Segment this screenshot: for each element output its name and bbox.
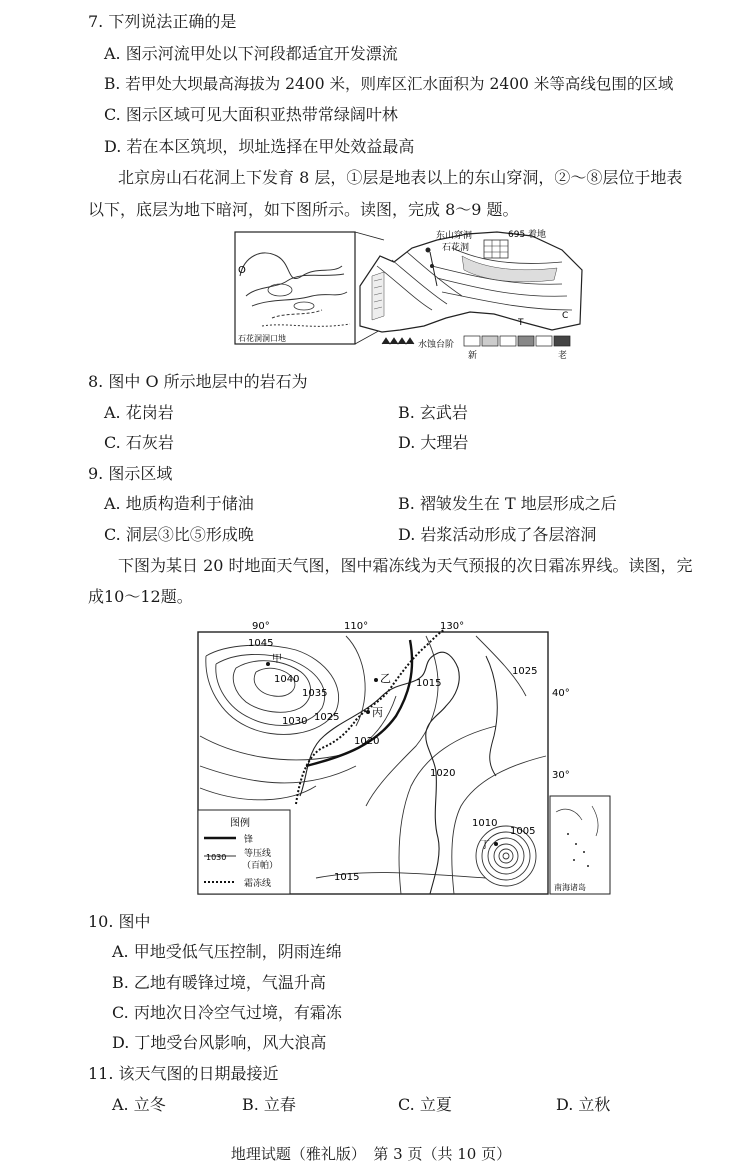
q11-option-b: B. 立春 xyxy=(242,1095,296,1114)
page-footer: 地理试题（雅礼版） 第 3 页（共 10 页） xyxy=(230,1145,512,1163)
q10-option-d: D. 丁地受台风影响，风大浪高 xyxy=(112,1033,327,1052)
q8-option-c: C. 石灰岩 xyxy=(104,433,174,452)
q7-option-c: C. 图示区域可见大面积亚热带常绿阔叶林 xyxy=(104,105,398,124)
label-dongshan: 东山穿洞 xyxy=(436,231,473,241)
isobar-1015b: 1015 xyxy=(334,872,360,883)
q8-stem: 8. 图中 O 所示地层中的岩石为 xyxy=(88,372,308,391)
cross-section-outline xyxy=(360,232,582,332)
legend-isobar-2: （百帕） xyxy=(242,861,279,871)
isobar-1045: 1045 xyxy=(248,638,274,649)
label-water: 水蚀台阶 xyxy=(418,340,455,350)
lon-110: 110° xyxy=(344,621,369,632)
place-jia: 甲 xyxy=(272,654,282,665)
q10-option-b: B. 乙地有暖锋过境，气温升高 xyxy=(112,973,326,992)
q7-option-b: B. 若甲处大坝最高海拔为 2400 米，则库区汇水面积为 2400 米等高线包围的区域 xyxy=(104,75,674,93)
q7-option-a: A. 图示河流甲处以下河段都适宜开发漂流 xyxy=(104,44,398,63)
q7-stem: 7. 下列说法正确的是 xyxy=(88,12,237,31)
legend-frost: 霜冻线 xyxy=(244,879,272,889)
legend-old: 老 xyxy=(558,351,568,361)
q11-stem: 11. 该天气图的日期最接近 xyxy=(88,1064,279,1083)
legend-isobar-1: 等压线 xyxy=(244,849,272,859)
legend-new: 新 xyxy=(468,351,478,361)
q9-option-a: A. 地质构造利于储油 xyxy=(104,494,254,513)
passage1-line1: 北京房山石花洞上下发育 8 层，①层是地表以上的东山穿洞，②～⑧层位于地表 xyxy=(118,168,683,187)
q8-option-b: B. 玄武岩 xyxy=(398,403,468,422)
lon-130: 130° xyxy=(440,621,465,632)
isobar-1010: 1010 xyxy=(472,818,498,829)
isobar-1005: 1005 xyxy=(510,826,536,837)
label-summit: 695 着地 xyxy=(508,230,547,240)
label-shihua: 石花洞 xyxy=(442,243,470,253)
q9-option-c: C. 洞层③比⑤形成晚 xyxy=(104,525,254,544)
q9-option-b: B. 褶皱发生在 T 地层形成之后 xyxy=(398,494,617,513)
cave-cross-section-figure xyxy=(232,226,584,362)
q10-option-a: A. 甲地受低气压控制，阴雨连绵 xyxy=(112,942,342,961)
place-ding: 丁 xyxy=(480,840,490,851)
passage1-line2: 以下，底层为地下暗河，如下图所示。读图，完成 8～9 题。 xyxy=(88,200,519,219)
inset-bottom-label: 石花洞洞口地 xyxy=(238,334,286,343)
isobar-1020a: 1020 xyxy=(354,736,380,747)
q11-option-d: D. 立秋 xyxy=(556,1095,611,1114)
isobar-1035: 1035 xyxy=(302,688,328,699)
lon-90: 90° xyxy=(252,621,270,632)
legend-isobar-sample: 1030 xyxy=(206,853,227,862)
q8-option-a: A. 花岗岩 xyxy=(104,403,174,422)
legend-front: 锋 xyxy=(244,835,254,845)
q11-option-c: C. 立夏 xyxy=(398,1095,452,1114)
isobar-1030: 1030 xyxy=(282,716,308,727)
isobar-1040: 1040 xyxy=(274,674,300,685)
passage2-line2: 成10～12题。 xyxy=(88,587,193,606)
isobar-1020b: 1020 xyxy=(430,768,456,779)
q10-stem: 10. 图中 xyxy=(88,912,151,931)
inset-label: 南海诸岛 xyxy=(554,883,586,892)
legend-title: 图例 xyxy=(230,818,250,829)
isobar-1015a: 1015 xyxy=(416,678,442,689)
place-yi: 乙 xyxy=(380,672,391,685)
lat-40: 40° xyxy=(552,688,570,699)
lat-30: 30° xyxy=(552,770,570,781)
q7-option-d: D. 若在本区筑坝，坝址选择在甲处效益最高 xyxy=(104,137,415,156)
q9-option-d: D. 岩浆活动形成了各层溶洞 xyxy=(398,525,597,544)
passage2-line1: 下图为某日 20 时地面天气图，图中霜冻线为天气预报的次日霜冻界线。读图，完 xyxy=(118,556,693,575)
inset-label-o: O xyxy=(238,265,246,276)
isobar-1025b: 1025 xyxy=(512,666,538,677)
q10-option-c: C. 丙地次日冷空气过境，有霜冻 xyxy=(112,1003,342,1022)
q8-option-d: D. 大理岩 xyxy=(398,433,469,452)
cave-plan-inset xyxy=(235,232,355,344)
q9-stem: 9. 图示区域 xyxy=(88,464,173,483)
place-bing: 丙 xyxy=(372,706,383,719)
isobar-1025a: 1025 xyxy=(314,712,340,723)
label-t: T xyxy=(518,318,524,328)
weather-map-figure xyxy=(196,616,614,898)
label-c: C xyxy=(562,311,569,321)
q11-option-a: A. 立冬 xyxy=(112,1095,166,1114)
